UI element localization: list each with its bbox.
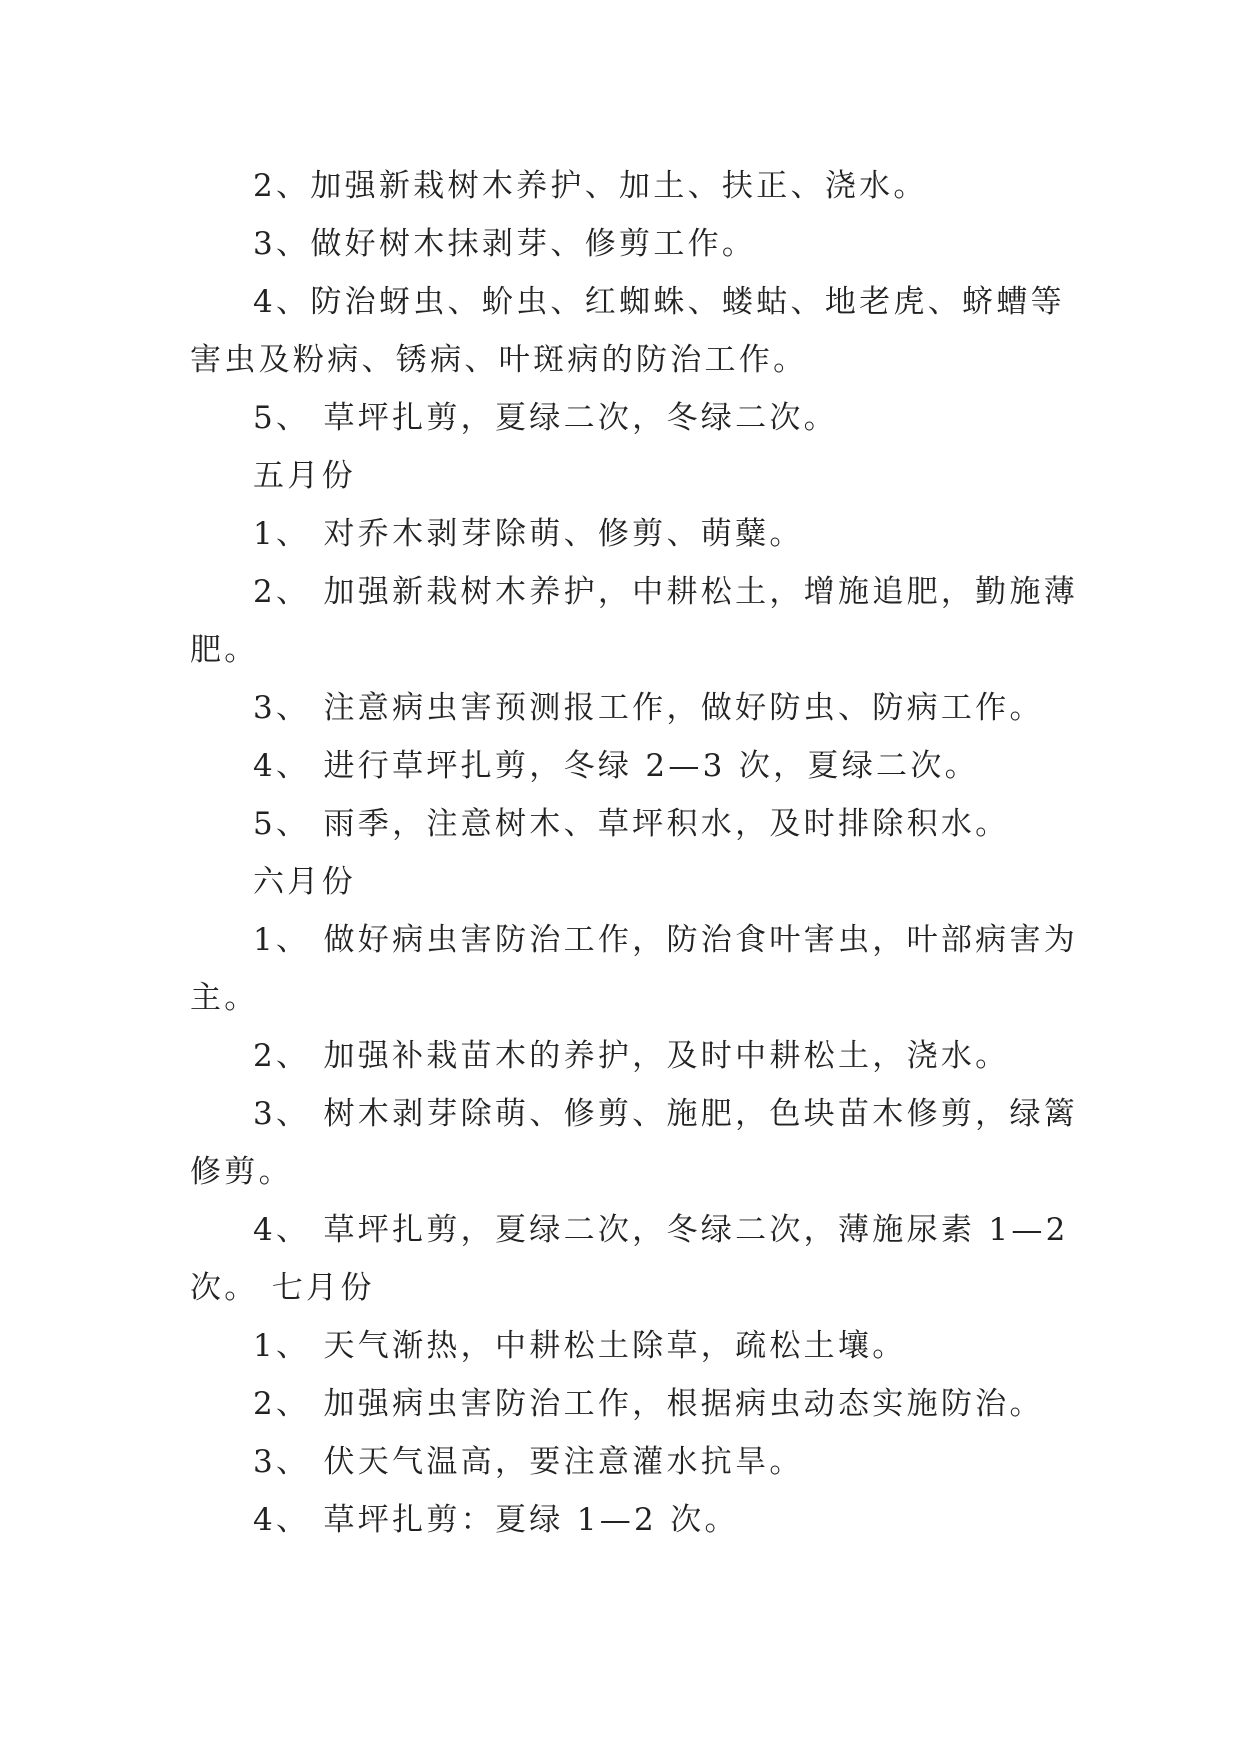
paragraph-line: 肥。 bbox=[190, 632, 259, 668]
paragraph-line: 4、 草坪扎剪：夏绿 1—2 次。 bbox=[253, 1502, 739, 1538]
paragraph-line: 3、 伏天气温高，要注意灌水抗旱。 bbox=[253, 1444, 804, 1480]
section-heading-june: 六月份 bbox=[253, 864, 356, 900]
paragraph-line: 2、 加强病虫害防治工作，根据病虫动态实施防治。 bbox=[253, 1386, 1044, 1422]
paragraph-line: 4、 草坪扎剪，夏绿二次，冬绿二次，薄施尿素 1—2 bbox=[253, 1212, 1069, 1248]
paragraph-line: 3、 注意病虫害预测报工作，做好防虫、防病工作。 bbox=[253, 690, 1044, 726]
paragraph-line: 4、防治蚜虫、蚧虫、红蜘蛛、蝼蛄、地老虎、蛴螬等 bbox=[253, 284, 1065, 320]
paragraph-line: 2、加强新栽树木养护、加土、扶正、浇水。 bbox=[253, 168, 928, 204]
paragraph-line: 1、 对乔木剥芽除萌、修剪、萌糵。 bbox=[253, 516, 804, 552]
document-body bbox=[190, 157, 1079, 1549]
paragraph-line: 1、 天气渐热，中耕松土除草，疏松土壤。 bbox=[253, 1328, 907, 1364]
paragraph-line: 5、 草坪扎剪，夏绿二次，冬绿二次。 bbox=[253, 400, 838, 436]
paragraph-line: 主。 bbox=[190, 980, 259, 1016]
paragraph-line: 3、 树木剥芽除萌、修剪、施肥，色块苗木修剪，绿篱 bbox=[253, 1096, 1079, 1132]
paragraph-line-july-heading: 次。 七月份 bbox=[190, 1270, 375, 1306]
paragraph-line: 害虫及粉病、锈病、叶斑病的防治工作。 bbox=[190, 342, 808, 378]
paragraph-line: 1、 做好病虫害防治工作，防治食叶害虫，叶部病害为 bbox=[253, 922, 1079, 958]
paragraph-line: 4、 进行草坪扎剪，冬绿 2—3 次，夏绿二次。 bbox=[253, 748, 979, 784]
paragraph-line: 3、做好树木抹剥芽、修剪工作。 bbox=[253, 226, 757, 262]
section-heading-may: 五月份 bbox=[253, 458, 356, 494]
paragraph-line: 5、 雨季，注意树木、草坪积水，及时排除积水。 bbox=[253, 806, 1010, 842]
paragraph-line: 修剪。 bbox=[190, 1154, 293, 1190]
paragraph-line: 2、 加强新栽树木养护，中耕松土，增施追肥，勤施薄 bbox=[253, 574, 1079, 610]
paragraph-line: 2、 加强补栽苗木的养护，及时中耕松土，浇水。 bbox=[253, 1038, 1010, 1074]
